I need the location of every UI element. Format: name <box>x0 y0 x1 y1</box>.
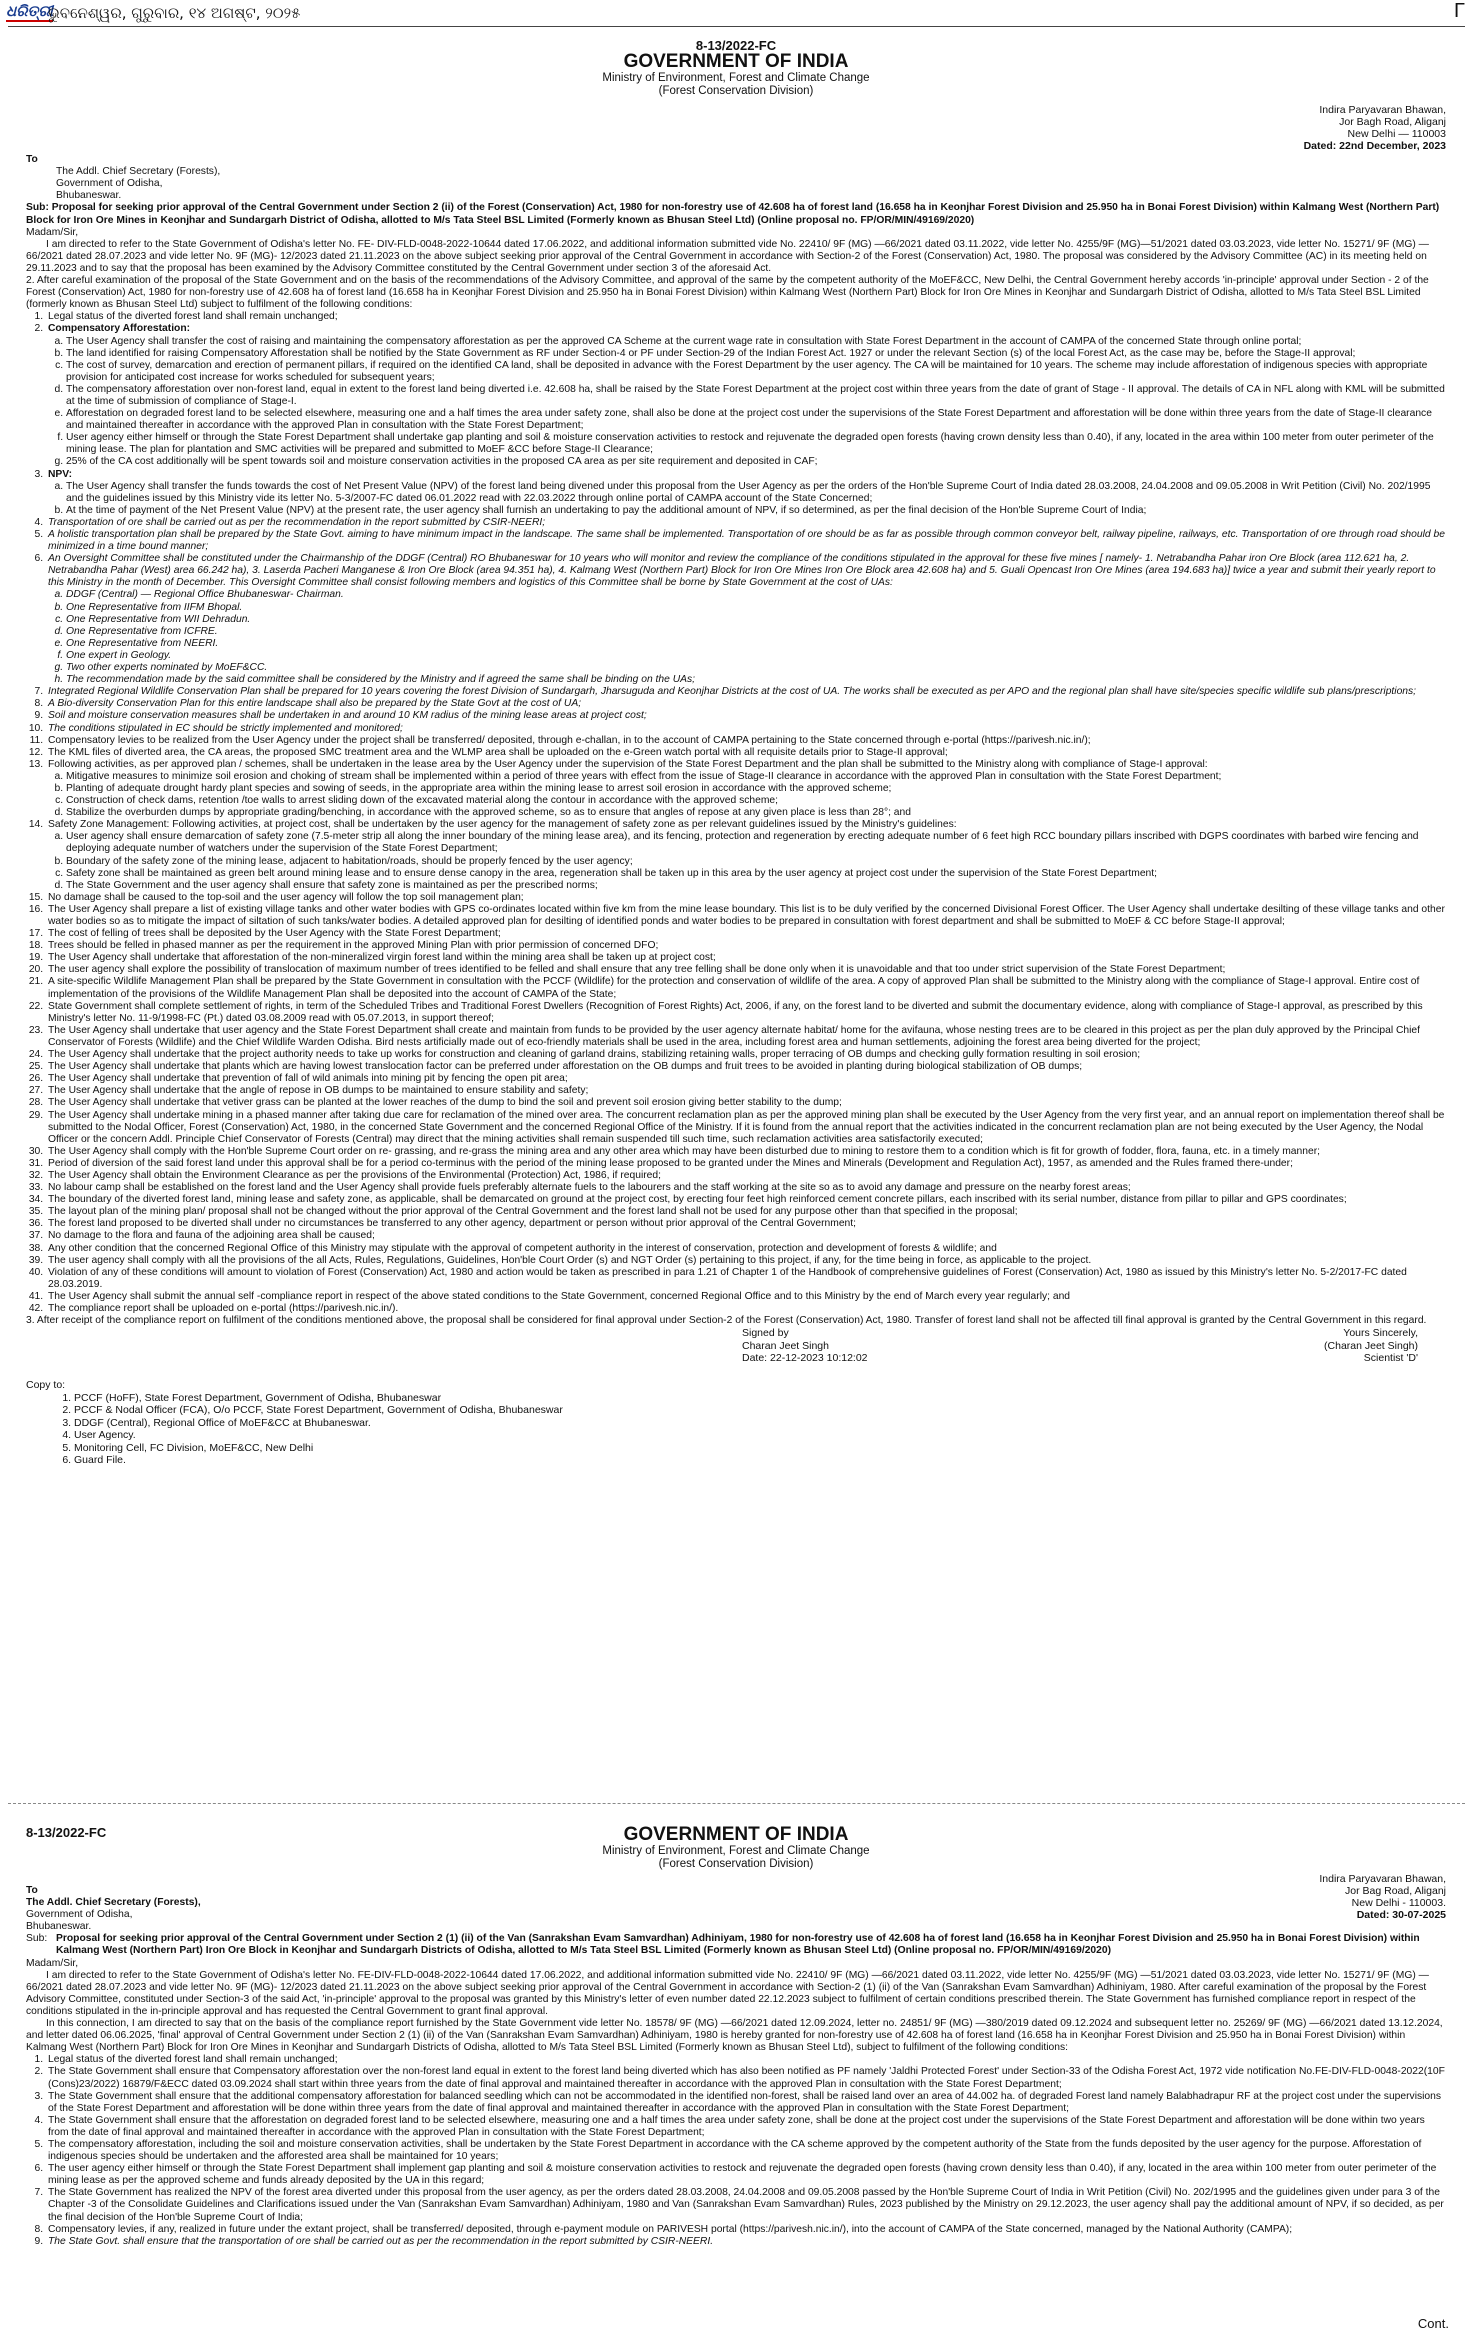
condition-item <box>46 747 1446 759</box>
condition-text: Period of diversion of the said forest land under this approval shall be for a period co-terminus with the period of the mining lease proposed to be granted under the Mines and Minerals (Development and Regulation Act), 1957, as amended and the Rules framed there-under; <box>48 1157 1293 1169</box>
recipient-line: Government of Odisha, <box>56 178 163 190</box>
recipient-line: The Addl. Chief Secretary (Forests), <box>26 1897 201 1909</box>
condition-text: The User Agency shall undertake that the angle of repose in OB dumps to be maintained to ensure stability and safety; <box>48 1085 589 1097</box>
condition-item <box>46 323 1446 468</box>
sub-conditions-list <box>48 831 1446 891</box>
condition-text: The cost of felling of trees shall be deposited by the User Agency with the State Forest Department; <box>48 928 501 940</box>
sub-condition-item: g. Two other experts nominated by MoEF&CC. <box>66 662 1446 674</box>
condition-text: The User Agency shall comply with the Hon'ble Supreme Court order on re- grassing, and re-grass the mining area and any other area which may have been disturbed due to mining to restore them to a condition which is fit for growth of fodder, flora, fauna, etc. in a timely manner; <box>48 1145 1321 1157</box>
condition-item <box>46 2224 1446 2236</box>
sub-condition-item: e. Afforestation on degraded forest land to be selected elsewhere, measuring one and a half times the area under safety zone, shall also be done at the project cost under the supervisions of the State Forest Department and afforestation will be done within three years from the date of Stage-II clearance and maintained thereafter in accordance with the approved Plan in consultation with the State Forest Department; <box>66 408 1446 432</box>
office-address <box>26 104 1446 152</box>
sub-condition-item: b. Planting of adequate drought hardy plant species and sowing of seeds, in the appropriate area within the mining lease to arrest soil erosion in accordance with the approved scheme; <box>66 783 1446 795</box>
condition-text: The User Agency shall undertake that user agency and the State Forest Department shall create and maintain from funds to be provided by the user agency alternate habitat/ home for the avifauna, whose nesting trees are to be cleared in this project as per the plan duly approved by the Principal Chief Conservator of Forests (Wildlife) and the Chief Wildlife Warden Odisha. Bird nests artificially made out of eco-friendly materials shall be used in the area, including forest area and human settlements, adjoining the forest area being diverted for the project; <box>48 1024 1421 1048</box>
copy-recipient: 3. DDGF (Central), Regional Office of MoEF&CC at Bhubaneswar. <box>74 1417 1446 1430</box>
condition-item <box>46 2091 1446 2115</box>
condition-item <box>46 1182 1446 1194</box>
sub-conditions-list <box>48 589 1446 686</box>
recipient-line: Government of Odisha, <box>26 1909 133 1921</box>
condition-text: The User Agency shall undertake that afforestation of the non-mineralized virgin forest land within the mining area shall be taken up at project cost; <box>48 952 716 964</box>
condition-item <box>46 892 1446 904</box>
conditions-list <box>26 311 1446 1315</box>
recipient-line: Bhubaneswar. <box>56 190 122 202</box>
condition-text: The State Government has realized the NPV of the forest area diverted under this proposal from the user agency, as per the orders dated 28.03.2008, 24.04.2008 and 09.05.2008 passed by the Hon'ble Supreme Court of India in Writ Petition (Civil) No. 202/1995 and the guidelines given under para 3 of the Chapter -3 of the Consolidate Guidelines and Clarifications issued under the Van (Sanrakshan Evam Samvardhan) Adhiniyam, 1980 and Van (Sanrakshan Evam Samvardhan) Rules, 2023 published by the Ministry on 29.12.2023, the user agency shall pay the additional amount of NPV, if so decided, as per the final decision of the Hon'ble Supreme Court of India; <box>48 2187 1444 2223</box>
condition-item <box>46 1194 1446 1206</box>
condition-item <box>46 723 1446 735</box>
paragraph-1: I am directed to refer to the State Government of Odisha's letter No. FE- DIV-FLD-0048-2022-10644 dated 17.06.2022, and additional information submitted vide No. 22410/ 9F (MG) —66/2021 dated 03.11.2022, vide letter No. 4255/9F (MG)—51/2021 dated 03.03.2023, vide letter No. 15271/ 9F (MG) —66/2021 dated 28.07.2023 and vide letter No. 9F (MG)- 12/2023 dated 21.11.2023 on the above subject seeking prior approval of the Central Government in accordance with Section-2 of the Forest (Conservation) Act, 1980. The proposal was considered by the Advisory Committee (AC) in its meeting held on 29.11.2023 and to say that the proposal has been examined by the Advisory Committee constituted by the Central Government under section 3 of the aforesaid Act. <box>26 238 1429 274</box>
condition-item <box>46 2066 1446 2090</box>
condition-text: The User Agency shall undertake that plants which are having lowest translocation factor can be preferred under afforestation on the OB dumps and fruit trees to be avoided in planting during biological stabilization of OB dumps; <box>48 1061 1083 1073</box>
sub-condition-item: b. Boundary of the safety zone of the mining lease, adjacent to habitation/roads, should be properly fenced by the user agency; <box>66 856 1446 868</box>
copy-recipient: 2. PCCF & Nodal Officer (FCA), O/o PCCF, State Forest Department, Government of Odisha, Bhubaneswar <box>74 1404 1446 1417</box>
condition-item <box>46 1073 1446 1085</box>
copy-recipient: 5. Monitoring Cell, FC Division, MoEF&CC, New Delhi <box>74 1442 1446 1455</box>
signed-line: Date: 22-12-2023 10:12:02 <box>742 1352 868 1365</box>
to-label: To <box>26 1885 38 1896</box>
condition-item <box>46 1085 1446 1097</box>
address-line: Indira Paryavaran Bhawan, <box>1319 104 1446 117</box>
gov-title: GOVERNMENT OF INDIA <box>623 51 849 73</box>
condition-item <box>46 529 1446 553</box>
recipient-line: The Addl. Chief Secretary (Forests), <box>56 166 221 178</box>
condition-text: The State Government shall ensure that the afforestation on degraded forest land to be selected elsewhere, measuring one and a half times the area under safety zone, shall be done at the project cost under the supervisions of the State Forest Department and afforestation will be done within two years from the date of final approval and maintained thereafter in accordance with the approved Plan in consultation with the State Forest Department; <box>48 2114 1425 2138</box>
condition-text: The User Agency shall undertake that vetiver grass can be planted at the lower reaches of the dump to bind the soil and prevent soil erosion giving better stability to the dump; <box>48 1097 842 1109</box>
condition-text: No damage shall be caused to the top-soil and the user agency will follow the top soil management plan; <box>48 891 524 903</box>
condition-text: Integrated Regional Wildlife Conservation Plan shall be prepared for 10 years covering the forest Division of Sundargarh, Jharsuguda and Keonjhar Districts at the cost of UA. The works shall be executed as per APO and the regional plan shall have site/species specific wildlife sub plans/prescriptions; <box>48 686 1417 698</box>
condition-item <box>46 1303 1446 1315</box>
condition-text: No labour camp shall be established on the forest land and the User Agency shall provide fuels preferably alternate fuels to the labourers and the staff working at the site so as to avoid any damage and pressure on the nearby forest areas; <box>48 1182 1131 1194</box>
condition-text: The State Government shall ensure that the additional compensatory afforestation for balanced seedling which can not be accommodated in the identified non-forest, shall be raised land over an area of 44.002 ha. of degraded Forest land namely Balabhadrapur RF at the project cost under the supervisions of the State Forest Department and afforestation will be done within three years from the date of final approval and maintained thereafter in accordance with the approved Plan in consultation with the State Forest Department; <box>48 2090 1442 2114</box>
sub-condition-item: h. The recommendation made by the said committee shall be considered by the Ministry and if agreed the same shall be binding on the UAs; <box>66 674 1446 686</box>
condition-text: Compensatory levies to be realized from the User Agency under the project shall be transferred/ deposited, through e-challan, in to the account of CAMPA pertaining to the State concerned through e-portal (https://parivesh.nic.in/); <box>48 734 1091 746</box>
condition-item <box>46 1255 1446 1267</box>
sub-condition-item: b. At the time of payment of the Net Present Value (NPV) at the present rate, the user agency shall furnish an undertaking to pay the additional amount of NPV, if so determined, as per the final decision of the Hon'ble Supreme Court of India; <box>66 505 1446 517</box>
condition-text: The boundary of the diverted forest land, mining lease and safety zone, as applicable, shall be demarcated on ground at the project cost, by erecting four feet high reinforced cement concrete pillars, each inscribed with its serial number, distance from pillar to pillar and GPS coordinates; <box>48 1194 1347 1206</box>
condition-item <box>46 698 1446 710</box>
sub-condition-item: b. The land identified for raising Compensatory Afforestation shall be notified by the State Government as RF under Section-4 or PF under Section-29 of the Indian Forest Act. 1927 or under the relevant Section (s) of the local Forest Act, as the case may be, before the Stage-II approval; <box>66 348 1446 360</box>
paragraph-2: In this connection, I am directed to say that on the basis of the compliance report furnished by the State Government vide letter No. 18578/ 9F (MG) —66/2021 dated 12.09.2024, letter no. 24851/ 9F (MG) —380/2019 dated 09.12.2024 and subsequent letter no. 25269/ 9F (MG) —66/2021 dated 13.12.2024, and letter dated 06.06.2025, 'final' approval of Central Government under Section 2 (1) (ii) of the Van (Sanrakshan Evam Samvardhan) Adhiniyam, 1980 is hereby granted for non-forestry use of 42.608 ha of forest land (16.658 ha in Keonjhar Forest Division and 25.950 ha in Bonai Forest Division) within Kalmang West (Northern Part) Block for Iron Ore Mines in Keonjhar and Sundargarh Districts of Odisha, allotted to M/s Tata Steel BSL Limited (Formerly known as Bhusan Steel Ltd), subject to fulfilment of the following conditions: <box>26 2018 1443 2054</box>
address-line: Jor Bag Road, Aliganj <box>1345 1885 1446 1897</box>
subject-line: Sub: Proposal for seeking prior approval of the Central Government under Section 2 (ii) of the Forest (Conservation) Act, 1980 for non-forestry use of 42.608 ha of forest land (16.658 ha in Keonjhar Forest Division and 25.950 ha in Bonai Forest Division) within Kalmang West (Northern Part) Block for Iron Ore Mines in Keonjhar and Sundargarh District of Odisha, allotted to M/s Tata Steel BSL Limited (Formerly known as Bhusan Steel Ltd) (Online proposal no. FP/OR/MIN/49169/2020) <box>26 202 1440 226</box>
subject-row <box>26 1933 1446 1957</box>
condition-item <box>46 735 1446 747</box>
condition-text: Following activities, as per approved plan / schemes, shall be undertaken in the lease area by the User Agency under the supervision of the State Forest Department and the plan shall be submitted to the Ministry along with compliance of Stage-I approval: <box>48 758 1208 770</box>
recipient-block <box>26 154 1446 202</box>
copy-recipient: 1. PCCF (HoFF), State Forest Department, Government of Odisha, Bhubaneswar <box>74 1392 1446 1405</box>
condition-item <box>46 2163 1446 2187</box>
condition-text: Soil and moisture conservation measures shall be undertaken in and around 10 KM radius of the mining lease areas at project cost; <box>48 710 647 722</box>
newspaper-logo: ଧରିତ୍ରୀ <box>6 2 53 20</box>
condition-item <box>46 311 1446 323</box>
condition-text: The conditions stipulated in EC should be strictly implemented and monitored; <box>48 722 403 734</box>
condition-item <box>46 759 1446 819</box>
condition-text: The User Agency shall prepare a list of existing village tanks and other water bodies with GPS co-ordinates located within five km from the mine lease boundary. This list is to be duly verified by the concerned Divisional Forest Officer. The User Agency shall undertake desilting of these village tanks and other water bodies so as to mitigate the impact of siltation of such tanks/water bodies. A detailed approved plan for desilting of identified ponds and water bodies to be prepared in consultation with forest department and shall be submitted to MoEF & CC before Stage-II approval; <box>48 903 1445 927</box>
signed-line: Signed by <box>742 1327 789 1340</box>
conditions-list <box>26 2054 1446 2248</box>
letter-date: Dated: 30-07-2025 <box>1356 1909 1446 1921</box>
closing-line: Scientist 'D' <box>1363 1352 1418 1365</box>
file-number: 8-13/2022-FC <box>26 1825 107 1840</box>
condition-item <box>46 952 1446 964</box>
paragraph-2: 2. After careful examination of the proposal of the State Government and on the basis of the recommendations of the Advisory Committee, and approval of the same by the competent authority of the MoEF&CC, New Delhi, the Central Government hereby accords 'in-principle' approval under Section - 2 of the Forest (Conservation) Act, 1980 for non-forestry use of 42.608 ha of forest land (16.658 ha in Keonjhar Forest Division and 25.950 ha in Bonai Forest Division) within Kalmang West (Northern Part) Block for Iron Ore Mines in Keonjhar and Sundargarh District of Odisha, allotted to M/s Tata Steel BSL Limited (formerly known as Bhusan Steel Ltd) subject to fulfilment of the following conditions: <box>26 275 1429 311</box>
condition-item <box>46 819 1446 892</box>
condition-text: An Oversight Committee shall be constituted under the Chairmanship of the DDGF (Central) RO Bhubaneswar for 10 years who will monitor and review the compliance of the conditions stipulated in the approval for these five mines [ namely- 1. Netrabandha Pahar iron Ore Block (area 112.621 ha, 2. Netrabandha Pahar (West) area 66.242 ha), 3. Laserda Pacheri Manganese & Iron Ore Block (area 94.351 ha), 4. Kalmang West (Northern Part) Block for Iron Ore Mines Iron Ore Block area 42.608 ha) and 5. Guali Opencast Iron Ore Mines (area 194.683 ha)] twice a year and submit their yearly report to this Ministry in the month of December. This Oversight Committee shall consist following members and logistics of this Committee shall be borne by State Government at the cost of UAs: <box>48 553 1436 589</box>
condition-item <box>46 553 1446 686</box>
condition-text: The User Agency shall submit the annual self -compliance report in respect of the above stated conditions to the State Government, concerned Regional Office and to this Ministry by the end of March every year regularly; and <box>48 1290 1071 1302</box>
sub-condition-item: f. One expert in Geology. <box>66 650 1446 662</box>
sub-condition-item: e. One Representative from NEERI. <box>66 638 1446 650</box>
condition-item <box>46 1206 1446 1218</box>
header-rule <box>8 26 1465 27</box>
condition-item <box>46 976 1446 1000</box>
condition-text: Any other condition that the concerned Regional Office of this Ministry may stipulate with the approval of competent authority in the interest of conservation, protection and development of forests & wildlife; and <box>48 1242 997 1254</box>
sub-conditions-list <box>48 771 1446 819</box>
condition-text: The State Govt. shall ensure that the transportation of ore shall be carried out as per the recommendation in the report submitted by CSIR-NEERI. <box>48 2235 714 2247</box>
salutation: Madam/Sir, <box>26 226 79 238</box>
condition-item <box>46 517 1446 529</box>
condition-item <box>46 1158 1446 1170</box>
condition-item <box>46 469 1446 517</box>
file-number: 8-13/2022-FC <box>695 38 777 53</box>
notice-in-principle-approval <box>26 40 1446 1467</box>
condition-text: State Government shall complete settlement of rights, in term of the Scheduled Tribes and Traditional Forest Dwellers (Recognition of Forest Rights) Act, 2006, if any, on the forest land to be diverted and submit the documentary evidence, along with compliance of Stage-I approval, as prescribed by this Ministry's letter No. 11-9/1998-FC (Pt.) dated 03.08.2009 read with 05.07.2013, in support thereof; <box>48 1000 1423 1024</box>
sub-condition-item: d. The compensatory afforestation over non-forest land, equal in extent to the forest land being diverted i.e. 42.608 ha, shall be raised by the State Forest Department at the project cost within three years from the date of grant of Stage - II approval. The details of CA in NFL along with KML will be submitted at the time of submission of compliance of Stage-I. <box>66 384 1446 408</box>
condition-item <box>46 1230 1446 1242</box>
condition-text: Safety Zone Management: Following activities, at project cost, shall be undertaken by the user agency for the management of safety zone as per relevant guidelines issued by the Ministry's guidelines: <box>48 819 957 831</box>
condition-text: The User Agency shall undertake that prevention of fall of wild animals into mining pit by fencing the open pit area; <box>48 1073 568 1085</box>
copy-to-block <box>26 1379 1446 1467</box>
condition-item <box>46 686 1446 698</box>
condition-text: The User Agency shall obtain the Environment Clearance as per the provisions of the Environmental (Protection) Act, 1986, if required; <box>48 1169 661 1181</box>
condition-item <box>46 1267 1446 1291</box>
to-label: To <box>26 154 38 166</box>
condition-text: The forest land proposed to be diverted shall under no circumstances be transferred to any other agency, department or person without prior approval of the Central Government; <box>48 1218 856 1230</box>
condition-text: Legal status of the diverted forest land shall remain unchanged; <box>48 311 338 323</box>
condition-item <box>46 1218 1446 1230</box>
condition-item <box>46 1170 1446 1182</box>
condition-text: Trees should be felled in phased manner as per the requirement in the approved Mining Plan with prior permission of concerned DFO; <box>48 940 659 952</box>
condition-text: The layout plan of the mining plan/ proposal shall not be changed without the prior approval of the Central Government and the forest land shall not be used for any purpose other than that specified in the proposal; <box>48 1206 1018 1218</box>
sub-condition-item: a. Mitigative measures to minimize soil erosion and choking of stream shall be implemented within a period of three years with effect from the issue of Stage-II clearance in accordance with the approved Plan in consultation with the State Forest Department; <box>66 771 1446 783</box>
condition-item <box>46 2054 1446 2066</box>
ministry-name: Ministry of Environment, Forest and Climate Change <box>602 1845 870 1857</box>
corner-mark: Γ <box>1453 0 1465 22</box>
sub-condition-item: a. The User Agency shall transfer the cost of raising and maintaining the compensatory afforestation as per the approved CA Scheme at the current wage rate in consultation with State Forest Department in the account of CAMPA of the concerned State through online portal; <box>66 336 1446 348</box>
condition-item <box>46 2236 1446 2248</box>
condition-text: The User Agency shall undertake that the project authority needs to take up works for construction and cleaning of garland drains, stabilizing retaining walls, proper terracing of OB dumps and checking gully formation resulting in soil erosion; <box>48 1049 1141 1061</box>
sub-conditions-list <box>48 481 1446 517</box>
closing-line: Yours Sincerely, <box>1343 1327 1418 1340</box>
condition-item <box>46 1061 1446 1073</box>
sub-condition-item: a. The User Agency shall transfer the funds towards the cost of Net Present Value (NPV) of the forest land being divened under this proposal from the User Agency as per the orders of the Hon'ble Supreme Court of India dated 28.03.2008, 24.04.2008 and 09.05.2008 in Writ Petition (Civil) No. 202/1995 and the guidelines issued by this Ministry vide its letter No. 5-3/2007-FC dated 06.01.2022 read with 22.03.2022 through online portal of CAMPA account of the State Concerned; <box>66 481 1446 505</box>
condition-item <box>46 940 1446 952</box>
recipient-block <box>26 1885 1446 1933</box>
condition-item <box>46 2187 1446 2223</box>
condition-item <box>46 928 1446 940</box>
notice-separator <box>8 1803 1465 1804</box>
condition-item <box>46 1001 1446 1025</box>
sub-condition-item: f. User agency either himself or through the State Forest Department shall undertake gap planting and soil & moisture conservation activities to restock and rejuvenate the degraded open forests (having crown density less than 0.40), if any, located in the area within 100 meter from outer perimeter of the mining lease. The plan for plantation and SMC activities will be prepared and submitted to MoEF &CC before Stage-II Clearance; <box>66 432 1446 456</box>
condition-item <box>46 1243 1446 1255</box>
condition-text: The compliance report shall be uploaded on e-portal (https://parivesh.nic.in/). <box>48 1303 399 1314</box>
newspaper-masthead <box>0 0 1473 26</box>
signature-block <box>26 1327 1446 1379</box>
closing-signature <box>1324 1327 1418 1365</box>
digital-signature <box>742 1327 868 1365</box>
sub-condition-item: a. DDGF (Central) — Regional Office Bhubaneswar- Chairman. <box>66 589 1446 601</box>
condition-item <box>46 1025 1446 1049</box>
condition-text: NPV: <box>48 468 73 480</box>
recipient-line: Bhubaneswar. <box>26 1921 92 1933</box>
condition-item <box>46 710 1446 722</box>
condition-text: Legal status of the diverted forest land shall remain unchanged; <box>48 2054 338 2066</box>
sub-condition-item: d. Stabilize the overburden dumps by appropriate grading/benching, in accordance with the approved scheme, so as to ensure that angles of repose at any given place is less than 28°; and <box>66 807 1446 819</box>
division-name: (Forest Conservation Division) <box>658 1858 814 1870</box>
sub-conditions-list <box>48 336 1446 469</box>
condition-item <box>46 2139 1446 2163</box>
sub-condition-item: c. The cost of survey, demarcation and erection of permanent pillars, if required on the identified CA land, shall be deposited in advance with the Forest Department by the user agency. The CA will be maintained for 10 years. The scheme may include afforestation of indigenous species with appropriate provision for anticipated cost increase for works scheduled for subsequent years; <box>66 360 1446 384</box>
condition-text: No damage to the flora and fauna of the adjoining area shall be caused; <box>48 1230 375 1242</box>
paragraph-3: 3. After receipt of the compliance report on fulfilment of the conditions mentioned above, the proposal shall be considered for final approval under Section-2 of the Forest (Conservation) Act, 1980. Transfer of forest land shall not be affected till final approval is granted by the Central Government in this regard. <box>26 1315 1427 1327</box>
sub-condition-item: c. One Representative from WII Dehradun. <box>66 614 1446 626</box>
copy-recipient: 4. User Agency. <box>74 1429 1446 1442</box>
condition-text: A Bio-diversity Conservation Plan for this entire landscape shall also be prepared by the State Govt at the cost of UA; <box>48 698 582 710</box>
closing-line: (Charan Jeet Singh) <box>1324 1339 1418 1352</box>
condition-item <box>46 1097 1446 1109</box>
condition-item <box>46 1146 1446 1158</box>
address-line: Jor Bagh Road, Aliganj <box>1339 116 1446 129</box>
condition-item <box>46 1110 1446 1146</box>
paragraph-1: I am directed to refer to the State Government of Odisha's letter No. FE-DIV-FLD-0048-2022-10644 dated 17.06.2022, and additional information submitted vide No. 22410/ 9F (MG) —66/2021 dated 03.11.2022, vide letter No. 4255/9F (MG) —51/2021 dated 03.03.2023, vide letter No. 15271/ 9F (MG) —66/2021 dated 28.07.2023 and vide letter No. 9F (MG)- 12/2023 dated 21.11.2023 on the above subject seeking prior approval of the Central Government in accordance with Section-2 (1) (ii) of the Van (Sanrakshan Evam Samvardhan) Adhiniyam, 1980. After careful examination of the proposal by the Forest Advisory Committee, constituted under Section-3 of the said Act, 'in-principle' approval to the proposal was granted by this Ministry's letter of even number dated 22.12.2023 subject to fulfilment of certain conditions prescribed therein. The State Government has furnished compliance report in respect of the conditions stipulated in the in-principle approval and has requested the Central Government to grant final approval. <box>26 1969 1429 2017</box>
condition-text: Compensatory Afforestation: <box>48 323 191 335</box>
condition-item <box>46 1291 1446 1303</box>
condition-text: Transportation of ore shall be carried out as per the recommendation in the report submitted by CSIR-NEERI; <box>48 516 546 528</box>
ministry-name: Ministry of Environment, Forest and Climate Change <box>602 72 870 85</box>
condition-text: The compensatory afforestation, including the soil and moisture conservation activities, shall be undertaken by the State Forest Department in accordance with the CA scheme approved by the competent authority of the State from the funds deposited by the user agency for the purpose. Afforestation of indigenous species should be undertaken and the afforested area shall be maintained for 10 years; <box>48 2138 1422 2163</box>
condition-text: The User Agency shall undertake mining in a phased manner after taking due care for reclamation of the mined over area. The concurrent reclamation plan as per the approved mining plan shall be executed by the User Agency from the very first year, and an annual report on implementation thereof shall be submitted to the Nodal Officer, Forest (Conservation) Act, 1980, in the concerned State Government and the concerned Regional Office of the Ministry. If it is found from the annual report that the activities indicated in the concurrent reclamation plan are not being executed by the User Agency, the Nodal Officer or the concern Addl. Principle Chief Conservator of Forests (Central) may direct that the mining activities shall remain suspended till such time, such reclamation activities area satisfactorily executed; <box>48 1109 1445 1145</box>
signed-line: Charan Jeet Singh <box>742 1339 829 1352</box>
sub-condition-item: c. Construction of check dams, retention /toe walls to arrest sliding down of the excavated material along the contour in accordance with the approved scheme; <box>66 795 1446 807</box>
copy-recipient: 6. Guard File. <box>74 1454 1446 1467</box>
condition-text: Violation of any of these conditions will amount to violation of Forest (Conservation) Act, 1980 and action would be taken as prescribed in para 1.21 of Chapter 1 of the Handbook of comprehensive guidelines of Forest (Conservation) Act, 1980 as issued by this Ministry's letter No. 5-2/2017-FC dated 28.03.2019. <box>48 1266 1407 1290</box>
address-line: Indira Paryavaran Bhawan, <box>1319 1873 1446 1885</box>
condition-text: The user agency shall comply with all the provisions of the all Acts, Rules, Regulations, Guidelines, Hon'ble Court Order (s) and NGT Order (s) pertaining to this project, if any, for the time being in force, as applicable to the project. <box>48 1254 1092 1266</box>
condition-text: A holistic transportation plan shall be prepared by the State Govt. aiming to have minimum impact in the landscape. The same shall be implemented. Transportation of ore should be as far as possible through common conveyor belt, railway pipeline, railways, etc. Transportation of ore through road should be minimized in a time bound manner; <box>48 529 1445 553</box>
address-line: New Delhi - 110003. <box>1351 1897 1446 1909</box>
sub-condition-item: d. One Representative from ICFRE. <box>66 626 1446 638</box>
continued-label: Cont. <box>1417 2316 1449 2331</box>
gov-title: GOVERNMENT OF INDIA <box>623 1824 849 1845</box>
address-line: New Delhi — 110003 <box>1347 128 1446 141</box>
salutation: Madam/Sir, <box>26 1957 79 1969</box>
subject-label: Sub: <box>26 1933 48 1945</box>
condition-text: A site-specific Wildlife Management Plan shall be prepared by the State Government in consultation with the PCCF (Wildlife) for the protection and conservation of wildlife of the area. A copy of approved Plan shall be submitted to the Ministry along with the compliance of Stage-I approval. Entire cost of implementation of the provisions of the Wildlife Management Plan shall be deposited into the account of CAMPA of the State; <box>48 976 1420 1000</box>
letter-date: Dated: 22nd December, 2023 <box>1303 140 1446 153</box>
condition-item <box>46 1049 1446 1061</box>
dateline: ଭୁବନେଶ୍ୱର, ଗୁରୁବାର, ୧୪ ଅଗଷ୍ଟ, ୨୦୨୫ <box>48 4 301 22</box>
condition-text: The user agency either himself or through the State Forest Department shall implement gap planting and soil & moisture conservation activities to restock and rejuvenate the degraded open forests (having crown density less than 0.40), if any, located in the area within 100 meter from outer perimeter of the mining lease as per the approved scheme and funds already deposited by the UA in this regard; <box>48 2163 1437 2187</box>
condition-text: The user agency shall explore the possibility of translocation of maximum number of trees identified to be felled and shall ensure that any tree felling shall be done only when it is unavoidable and that too under strict supervision of the State Forest Department; <box>48 964 1226 976</box>
sub-condition-item: c. Safety zone shall be maintained as green belt around mining lease and to ensure dense canopy in the area, regeneration shall be taken up in this area by the user agency at project cost under the supervision of the State Forest Department; <box>66 868 1446 880</box>
sub-condition-item: b. One Representative from IIFM Bhopal. <box>66 602 1446 614</box>
condition-text: The State Government shall ensure that Compensatory afforestation over the non-forest land equal in extent to the forest land being diverted which has also been notified as PF namely 'Jaldhi Protected Forest' under Section-33 of the Odisha Forest Act, 1972 vide notification No.FE-DIV-FLD-0048-2022(10F (Cons)23/2022) 16879/F&ECC dated 03.09.2024 shall start within three years from the date of final approval and maintained thereafter in accordance with the approved Plan in consultation with the State Forest Department; <box>48 2066 1445 2090</box>
subject-line: Proposal for seeking prior approval of the Central Government under Section 2 (1) (ii) of the Van (Sanrakshan Evam Samvardhan) Adhiniyam, 1980 for non-forestry use of 42.608 ha of forest land (16.658 ha in Keonjhar Forest Division and 25.950 ha in Bonai Forest Division) within Kalmang West (Northern Part) Iron Ore Block in Keonjhar and Sundargarh Districts of Odisha, allotted to M/s Tata Steel BSL Limited (Formerly known as Bhusan Steel Ltd) (Online proposal no. FP/OR/MIN/49169/2020) <box>56 1933 1420 1957</box>
sub-condition-item: a. User agency shall ensure demarcation of safety zone (7.5-meter strip all along the inner boundary of the mining lease area), and its fencing, protection and regeneration by erecting adequate number of 6 feet high RCC boundary pillars inscribed with DGPS coordinates with barbed wire fencing and deploying adequate number of watchers under the supervision of the State Forest Department; <box>66 831 1446 855</box>
division-name: (Forest Conservation Division) <box>658 85 814 98</box>
condition-item <box>46 904 1446 928</box>
condition-item <box>46 964 1446 976</box>
condition-text: The KML files of diverted area, the CA areas, the proposed SMC treatment area and the WLMP area shall be uploaded on the e-Green watch portal with all requisite details prior to Stage-II approval; <box>48 746 948 758</box>
notice-final-approval <box>26 1825 1446 2248</box>
copy-to-label: Copy to: <box>26 1379 66 1392</box>
sub-condition-item: d. The State Government and the user agency shall ensure that safety zone is maintained as per the prescribed norms; <box>66 880 1446 892</box>
condition-text: Compensatory levies, if any, realized in future under the extant project, shall be transferred/ deposited, through e-payment module on PARIVESH portal (https://parivesh.nic.in/), into the account of CAMPA of the State concerned, managed by the National Authority (CAMPA); <box>48 2223 1293 2235</box>
sub-condition-item: g. 25% of the CA cost additionally will be spent towards soil and moisture conservation activities in the proposed CA area as per site requirement and deposited in CAF; <box>66 456 1446 468</box>
condition-item <box>46 2115 1446 2139</box>
